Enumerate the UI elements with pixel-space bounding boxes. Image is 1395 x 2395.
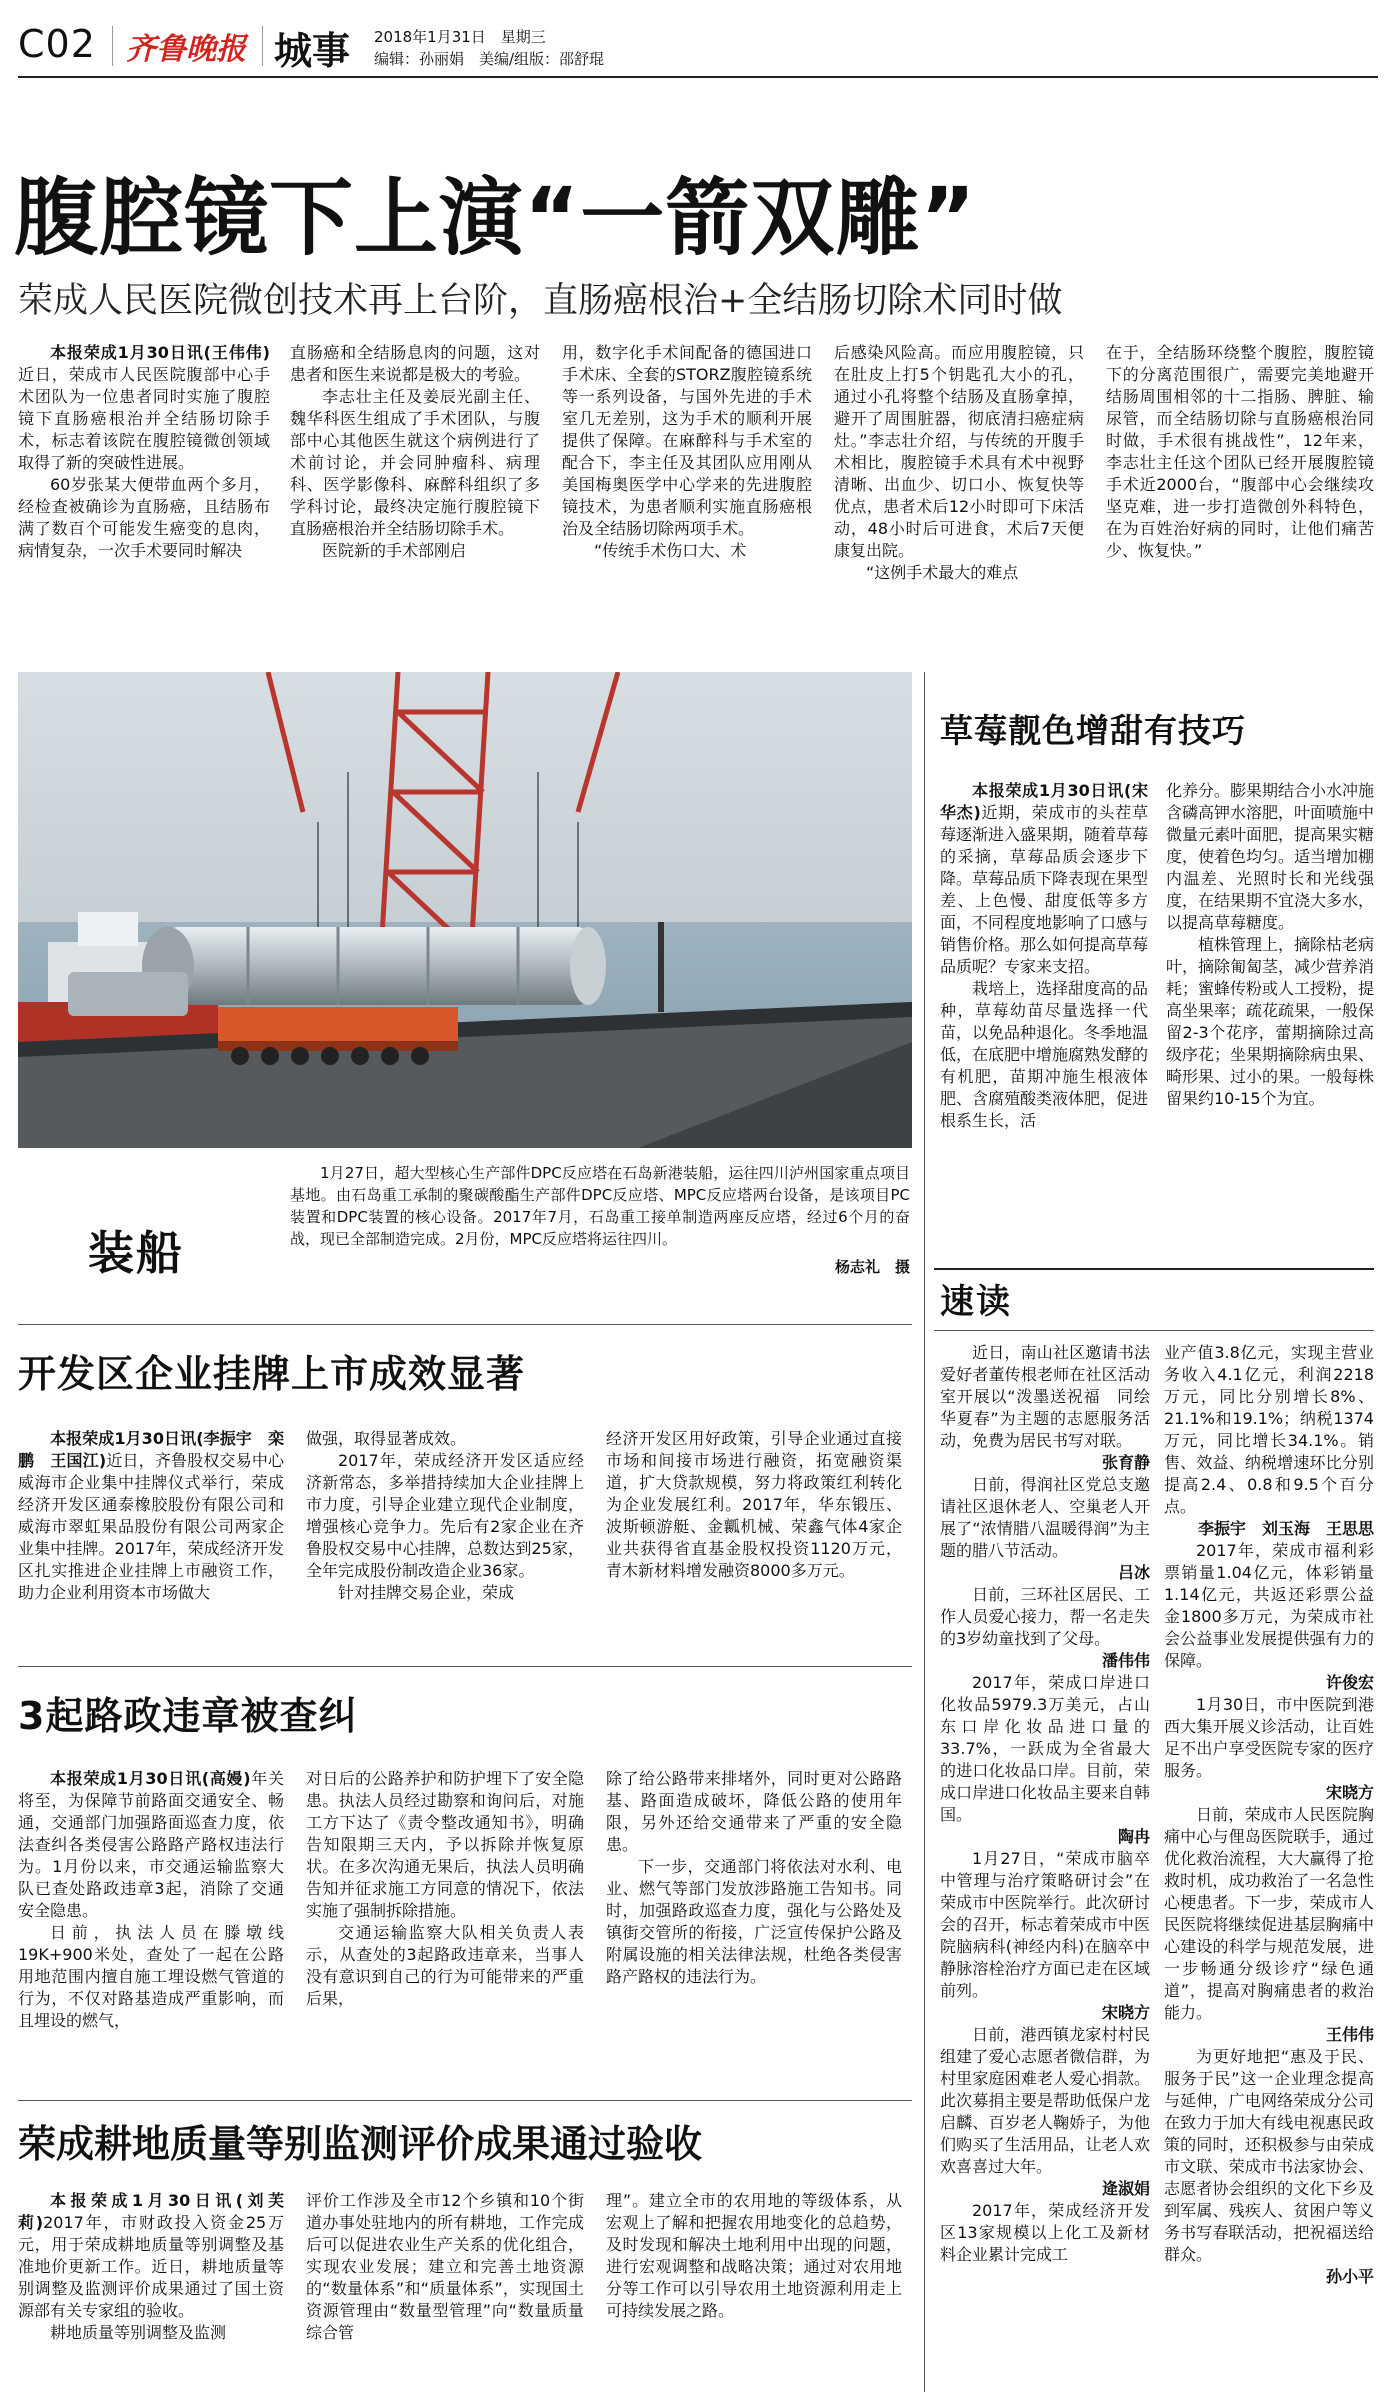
editor-credit: 编辑：孙丽娟 美编/组版：邵舒琨 <box>374 50 605 68</box>
ship-loading-image <box>18 672 912 1148</box>
brief: 近日，南山社区邀请书法爱好者董传根老师在社区活动室开展以“泼墨送祝福 同绘华夏春”为主题的志愿服务活动，免费为居民书写对联。 <box>940 1343 1150 1450</box>
paragraph: 后感染风险高。而应用腹腔镜，只在肚皮上打5个钥匙孔大小的孔，通过小孔将整个结肠及直肠拿掉，避开了周围脏器，彻底清扫癌症病灶。”李志壮介绍，与传统的开腹手术相比，腹腔镜手术具有术中视野清晰、出血少、切口小、恢复快等优点，患者术后12小时即可下床活动，48小时后可进食，术后7天便康复出院。 <box>834 343 1084 560</box>
brief: 日前，三环社区居民、工作人员爱心接力，帮一名走失的3岁幼童找到了父母。 <box>940 1585 1150 1648</box>
paragraph: 对日后的公路养护和防护埋下了安全隐患。执法人员经过勘察和询问后，对施工方下达了《责令整改通知书》，明确告知限期三天内，予以拆除并恢复原状。在多次沟通无果后，执法人员明确告知并征求施工方同意的情况下，依法实施了强制拆除措施。 <box>306 1769 584 1920</box>
lead-headline: 腹腔镜下上演“一箭双雕” <box>14 169 977 267</box>
brief-author: 许俊宏 <box>1325 1673 1374 1692</box>
quickread-title: 速读 <box>940 1282 1012 1322</box>
section-rule <box>18 2100 912 2101</box>
paragraph: 经济开发区用好政策，引导企业通过直接市场和间接市场进行融资，拓宽融资渠道，扩大贷款规模，努力将政策红利转化为企业发展红利。2017年，华东锻压、波斯顿游艇、金瓤机械、荣鑫气体4家企业共获得省直基金股权投资1120万元，青木新材料增发融资8000多万元。 <box>606 1429 902 1580</box>
strawberry-headline: 草莓靓色增甜有技巧 <box>940 711 1246 750</box>
lead-column-5 <box>1106 342 1374 650</box>
paragraph: “这例手术最大的难点 <box>866 563 1019 582</box>
paragraph: 针对挂牌交易企业，荣成 <box>338 1583 515 1602</box>
page-number: C02 <box>18 22 96 66</box>
paragraph: 下一步，交通部门将依法对水利、电业、燃气等部门发放涉路施工告知书。同时，加强路政巡查力度，强化与公路处及镇街交管所的衔接，广泛宣传保护公路及附属设施的相关法律法规，杜绝各类侵害路产路权的违法行为。 <box>606 1857 902 1986</box>
brief: 1月27日，“荣成市脑卒中管理与治疗策略研讨会”在荣成市中医院举行。此次研讨会的召开，标志着荣成市中医院脑病科(神经内科)在脑卒中静脉溶栓治疗方面已走在区域前列。 <box>940 1849 1150 2000</box>
brief-author: 王伟伟 <box>1325 2025 1374 2044</box>
brief-author: 逄淑娟 <box>1101 2179 1150 2198</box>
paragraph: 本报荣成1月30日讯(高嫚)年关将至，为保障节前路面交通安全、畅通，交通部门加强路面巡查力度，依法查纠各类侵害公路路产路权违法行为。1月份以来，市交通运输监察大队已查处路政违章3起，消除了交通安全隐患。 <box>18 1769 284 1920</box>
brief: 日前，荣成市人民医院胸痛中心与俚岛医院联手，通过优化救治流程，大大赢得了抢救时机，成功救治了一名急性心梗患者。下一步，荣成市人民医院将继续促进基层胸痛中心建设的科学与规范发展，进一步畅通分级诊疗“绿色通道”，提高对胸痛患者的救治能力。 <box>1164 1805 1374 2022</box>
brief-author: 孙小平 <box>1325 2267 1374 2286</box>
photo-credit: 杨志礼 摄 <box>834 1258 910 1276</box>
brief: 2017年，荣成市福利彩票销量1.04亿元，体彩销量1.14亿元，共返还彩票公益金1800多万元，为荣成市社会公益事业发展提供强有力的保障。 <box>1164 1541 1374 1670</box>
masthead-divider-2 <box>262 26 263 66</box>
brief: 2017年，荣成口岸进口化妆品5979.3万美元，占山东口岸化妆品进口量的33.7%，一跃成为全省最大的进口化妆品口岸。目前，荣成口岸进口化妆品主要来自韩国。 <box>940 1673 1150 1824</box>
roads-column-3 <box>606 1768 902 2088</box>
paragraph: 本报荣成1月30日讯(刘芙莉)2017年，市财政投入资金25万元，用于荣成耕地质量等别调整及基准地价更新工作。近日，耕地质量等别调整及监测评价成果通过了国土资源部有关专家组的验收。 <box>18 2191 284 2320</box>
paragraph: 李志壮主任及姜辰光副主任、魏华科医生组成了手术团队，与腹部中心其他医生就这个病例进行了术前讨论，并会同肿瘤科、病理科、医学影像科、麻醉科组织了多学科讨论，最终决定施行腹腔镜下直肠癌根治并全结肠切除手术。 <box>290 387 540 538</box>
brief: 为更好地把“惠及于民、服务于民”这一企业理念提高与延伸，广电网络荣成分公司在致力于加大有线电视惠民政策的同时，还积极参与由荣成市文联、荣成市书法家协会、志愿者协会组织的文化下乡及到军属、残疾人、贫困户等义务书写春联活动，把祝福送给群众。 <box>1164 2047 1374 2264</box>
roads-headline: 3起路政违章被查纠 <box>18 1694 358 1738</box>
paragraph: 理”。建立全市的农用地的等级体系，从宏观上了解和把握农用地变化的总趋势，及时发现和解决土地利用中出现的问题，进行宏观调整和战略决策；通过对农用地分等工作可以引导农用土地资源利用走上可持续发展之路。 <box>606 2191 902 2320</box>
section-name: 城事 <box>274 29 351 73</box>
paragraph: 做强，取得显著成效。 <box>306 1429 467 1448</box>
paragraph: 用，数字化手术间配备的德国进口手术床、全套的STORZ腹腔镜系统等一系列设备，与国外先进的手术室几无差别，这为手术的顺利开展提供了保障。在麻醉科与手术室的配合下，李主任及其团队应用刚从美国梅奥医学中心学来的先进腹腔镜技术，为患者顺利实施直肠癌根治及全结肠切除两项手术。 <box>562 343 812 538</box>
listing-column-1 <box>18 1428 284 1648</box>
brief-author: 陶冉 <box>1117 1827 1150 1846</box>
paragraph: 植株管理上，摘除枯老病叶，摘除匍匐茎，减少营养消耗；蜜蜂传粉或人工授粉，提高坐果率；疏花疏果，一般保留2-3个花序，蕾期摘除过高级序花；坐果期摘除病虫果、畸形果、过小的果。一般每株留果约10-15个为宜。 <box>1166 935 1374 1108</box>
photo-caption <box>290 1162 910 1312</box>
paragraph: 除了给公路带来排堵外，同时更对公路路基、路面造成破坏，降低公路的使用年限，另外还给交通带来了严重的安全隐患。 <box>606 1769 902 1854</box>
brief-author: 宋晓方 <box>1101 2003 1150 2022</box>
paragraph: 2017年，荣成经济开发区适应经济新常态，多举措持续加大企业挂牌上市力度，引导企业建立现代企业制度，增强核心竞争力。先后有2家企业在齐鲁股权交易中心挂牌，总数达到25家，全年完成股份制改造企业36家。 <box>306 1451 584 1580</box>
quickread-column-2 <box>1164 1342 1374 2392</box>
brief-author: 吕冰 <box>1117 1563 1150 1582</box>
quickread-rule-top <box>934 1268 1374 1270</box>
brief-author: 李振宇 刘玉海 王思思 <box>1197 1519 1374 1538</box>
brief: 日前，港西镇龙家村村民组建了爱心志愿者微信群，为村里家庭困难老人爱心捐款。此次募捐主要是帮助低保户龙启麟、百岁老人鞠娇子，为他们购买了生活用品，让老人欢欢喜喜过大年。 <box>940 2025 1150 2176</box>
farmland-headline: 荣成耕地质量等别监测评价成果通过验收 <box>18 2122 703 2166</box>
farmland-column-3 <box>606 2190 902 2388</box>
paragraph: 直肠癌和全结肠息肉的问题，这对患者和医生来说都是极大的考验。 <box>290 343 540 384</box>
masthead-divider <box>112 26 113 66</box>
paragraph: 60岁张某大便带血两个多月，经检查被确诊为直肠癌，且结肠布满了数百个可能发生癌变的息肉，病情复杂，一次手术要同时解决 <box>18 475 270 560</box>
listing-column-3 <box>606 1428 902 1648</box>
paragraph: 日前，执法人员在滕墩线19K+900米处，查处了一起在公路用地范围内擅自施工埋设燃气管道的行为，不仅对路基造成严重影响，而且埋设的燃气， <box>18 1923 284 2030</box>
lead-subhead: 荣成人民医院微创技术再上台阶，直肠癌根治+全结肠切除术同时做 <box>18 281 1063 321</box>
lead-column-1 <box>18 342 270 650</box>
listing-headline: 开发区企业挂牌上市成效显著 <box>18 1352 526 1396</box>
newspaper-logo: 齐鲁晚报 <box>126 32 246 67</box>
lead-column-3 <box>562 342 812 650</box>
brief-author: 张育静 <box>1101 1453 1150 1472</box>
brief: 业产值3.8亿元，实现主营业务收入4.1亿元，利润2218万元，同比分别增长8%、21.1%和19.1%；纳税1374万元，同比增长34.1%。销售、效益、纳税增速环比分别提高2.4、0.8和9.5个百分点。 <box>1164 1343 1374 1516</box>
lead-column-2 <box>290 342 540 650</box>
section-rule <box>18 1666 912 1667</box>
strawberry-column-2 <box>1166 780 1374 1280</box>
section-rule <box>18 1324 912 1325</box>
roads-column-1 <box>18 1768 284 2088</box>
paragraph: 化养分。膨果期结合小水冲施含磷高钾水溶肥，叶面喷施中微量元素叶面肥，提高果实糖度，使着色均匀。适当增加棚内温差、光照时长和光线强度，在结果期不宜浇大多水，以提高草莓糖度。 <box>1166 781 1374 932</box>
lead-column-4 <box>834 342 1084 650</box>
brief: 2017年，荣成经济开发区13家规模以上化工及新材料企业累计完成工 <box>940 2201 1150 2264</box>
listing-column-2 <box>306 1428 584 1648</box>
masthead <box>0 0 1395 80</box>
paragraph: 耕地质量等别调整及监测 <box>50 2323 227 2342</box>
brief: 日前，得润社区党总支邀请社区退休老人、空巢老人开展了“浓情腊八温暖得润”为主题的腊八节活动。 <box>940 1475 1150 1560</box>
column-divider <box>924 672 925 2392</box>
caption-text: 1月27日，超大型核心生产部件DPC反应塔在石岛新港装船，运往四川泸州国家重点项目基地。由石岛重工承制的聚碳酸酯生产部件DPC反应塔、MPC反应塔两台设备，是该项目PC装置和DPC装置的核心设备。2017年7月，石岛重工接单制造两座反应塔，经过6个月的奋战，现已全部制造完成。2月份，MPC反应塔将运往四川。 <box>290 1164 910 1248</box>
farmland-column-2 <box>306 2190 584 2388</box>
masthead-rule <box>18 76 1378 78</box>
brief-author: 宋晓方 <box>1325 1783 1374 1802</box>
farmland-column-1 <box>18 2190 284 2388</box>
paragraph: “传统手术伤口大、术 <box>594 541 747 560</box>
paragraph: 交通运输监察大队相关负责人表示，从查处的3起路政违章来，当事人没有意识到自己的行为可能带来的严重后果， <box>306 1923 584 2008</box>
paragraph: 本报荣成1月30日讯(宋华杰)近期，荣成市的头茬草莓逐渐进入盛果期，随着草莓的采摘，草莓品质会逐步下降。草莓品质下降表现在果型差、上色慢、甜度低等多方面，不同程度地影响了口感与销售价格。那么如何提高草莓品质呢？专家来支招。 <box>940 781 1148 976</box>
roads-column-2 <box>306 1768 584 2088</box>
photo-story-title: 装船 <box>88 1226 184 1280</box>
paragraph: 本报荣成1月30日讯(李振宇 栾鹏 王国江)近日，齐鲁股权交易中心威海市企业集中挂牌仪式举行，荣成经济开发区通泰橡胶股份有限公司和威海市翠虹果品股份有限公司两家企业集中挂牌。2017年，荣成经济开发区扎实推进企业挂牌上市融资工作，助力企业利用资本市场做大 <box>18 1429 284 1602</box>
strawberry-column-1 <box>940 780 1148 1280</box>
paragraph: 评价工作涉及全市12个乡镇和10个街道办事处驻地内的所有耕地，工作完成后可以促进农业生产关系的优化组合，实现农业发展；建立和完善土地资源的“数量体系”和“质量体系”，实现国土资源管理由“数量型管理”向“数量质量综合管 <box>306 2191 584 2342</box>
quickread-rule <box>934 1330 1374 1331</box>
paragraph: 本报荣成1月30日讯(王伟伟)近日，荣成市人民医院腹部中心手术团队为一位患者同时实施了腹腔镜下直肠癌根治并全结肠切除手术，标志着该院在腹腔镜微创领域取得了新的突破性进展。 <box>18 343 270 472</box>
paragraph: 栽培上，选择甜度高的品种，草莓幼苗尽量选择一代苗，以免品种退化。冬季地温低，在底肥中增施腐熟发酵的有机肥，苗期冲施生根液体肥、含腐殖酸类液体肥，促进根系生长，活 <box>940 979 1148 1130</box>
brief-author: 潘伟伟 <box>1101 1651 1150 1670</box>
quickread-column-1 <box>940 1342 1150 2392</box>
paragraph: 医院新的手术部刚启 <box>322 541 467 560</box>
paragraph: 在于，全结肠环绕整个腹腔，腹腔镜下的分离范围很广，需要完美地避开结肠周围相邻的十二指肠、脾脏、输尿管，而全结肠切除与直肠癌根治同时做，手术很有挑战性”，12年来，李志壮主任这个团队已经开展腹腔镜手术近2000台，“腹部中心会继续攻坚克难，进一步打造微创外科特色，在为百姓治好病的同时，让他们痛苦少、恢复快。” <box>1106 343 1374 560</box>
brief: 1月30日，市中医院到港西大集开展义诊活动，让百姓足不出户享受医院专家的医疗服务。 <box>1164 1695 1374 1780</box>
issue-date: 2018年1月31日 星期三 <box>374 28 546 46</box>
ship-loading-photo <box>18 672 912 1148</box>
